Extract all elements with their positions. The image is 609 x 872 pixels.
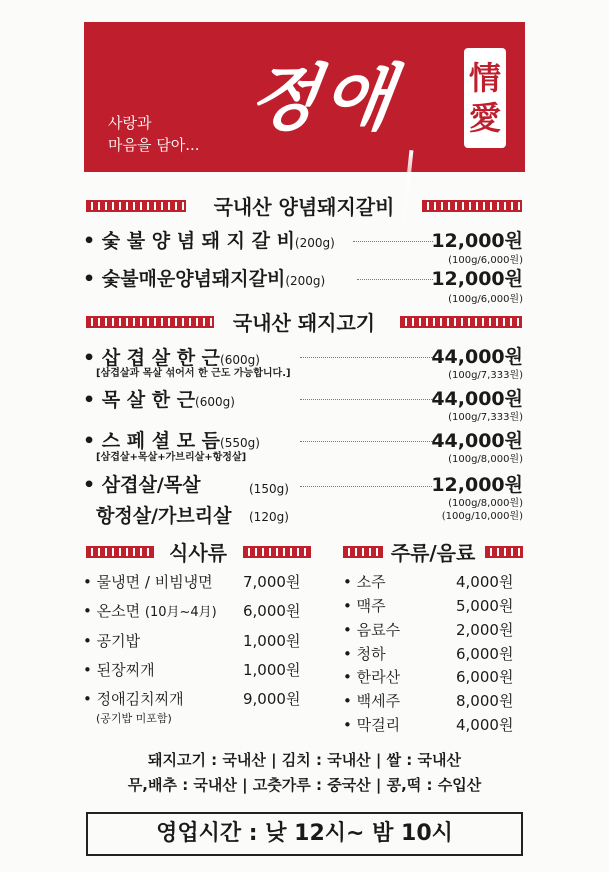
item-price: 6,000원 bbox=[456, 668, 514, 686]
item-label bbox=[343, 619, 400, 640]
bullet: • bbox=[343, 621, 352, 639]
item-weight: (200g) bbox=[285, 274, 326, 288]
item-unit-price: (100g/8,000원) bbox=[448, 454, 523, 465]
slogan bbox=[108, 112, 200, 156]
item-price: 4,000원 bbox=[456, 716, 514, 734]
bullet: • bbox=[83, 230, 96, 252]
item-name: 맥주 bbox=[356, 597, 386, 615]
section-divider-left bbox=[343, 546, 383, 558]
item-name: 숯 불 양 념 돼 지 갈 비 bbox=[101, 230, 295, 252]
item-name: 백세주 bbox=[356, 692, 401, 710]
item-weight: (600g) bbox=[195, 395, 235, 409]
item-price: 2,000원 bbox=[456, 621, 514, 639]
item-name: 온소면 bbox=[96, 602, 141, 620]
slogan-line-1: 사랑과 bbox=[108, 114, 152, 132]
item-price: 12,000원 bbox=[431, 474, 523, 496]
item-note: [삼겹살+목살+가브리살+항정살] bbox=[96, 452, 247, 463]
item-note: [삼겹살과 목살 섞어서 한 근도 가능합니다.] bbox=[96, 368, 291, 379]
item-weight: (550g) bbox=[220, 436, 260, 450]
item-unit-price-2: (100g/10,000원) bbox=[441, 511, 523, 522]
item-label bbox=[343, 666, 400, 687]
item-label bbox=[343, 714, 400, 735]
bullet: • bbox=[343, 692, 352, 710]
dotted-leader bbox=[353, 241, 433, 242]
dotted-leader bbox=[300, 357, 432, 358]
bullet: • bbox=[83, 690, 92, 708]
bullet: • bbox=[83, 268, 96, 290]
bullet: • bbox=[83, 389, 96, 411]
dotted-leader bbox=[357, 279, 433, 280]
item-price: 4,000원 bbox=[456, 573, 514, 591]
bullet: • bbox=[83, 347, 96, 369]
seal-char-bottom: 愛 bbox=[468, 99, 501, 137]
bullet: • bbox=[83, 430, 96, 452]
item-price: 12,000원 bbox=[431, 268, 523, 290]
item-unit-price: (100g/7,333원) bbox=[448, 370, 523, 381]
item-name-2: 항정살/가브리살 bbox=[96, 505, 232, 527]
brand-logo: 정애 bbox=[243, 55, 403, 140]
item-name: 삼겹살/목살 bbox=[101, 474, 201, 496]
origin-info-line-1: 돼지고기 : 국내산 | 김치 : 국내산 | 쌀 : 국내산 bbox=[147, 751, 462, 769]
item-label bbox=[83, 600, 217, 621]
item-label bbox=[83, 630, 140, 651]
item-name: 된장찌개 bbox=[96, 661, 155, 679]
section-divider-left bbox=[86, 316, 214, 328]
bullet: • bbox=[343, 668, 352, 686]
dotted-leader bbox=[300, 399, 432, 400]
dotted-leader bbox=[300, 486, 432, 487]
item-unit-price: (100g/8,000원) bbox=[448, 498, 523, 509]
section-divider-left bbox=[86, 200, 186, 212]
business-hours: 영업시간 : 낮 12시~ 밤 10시 bbox=[86, 812, 523, 856]
origin-info-line-2: 무,배추 : 국내산 | 고춧가루 : 중국산 | 콩,떡 : 수입산 bbox=[127, 776, 482, 794]
item-price: 44,000원 bbox=[431, 388, 523, 410]
item-label bbox=[343, 595, 386, 616]
item-label bbox=[343, 571, 386, 592]
item-name: 공기밥 bbox=[96, 632, 141, 650]
bullet: • bbox=[83, 602, 92, 620]
item-name: 막걸리 bbox=[356, 716, 401, 734]
item-price: 1,000원 bbox=[243, 632, 301, 650]
item-label bbox=[83, 470, 201, 497]
slogan-line-2: 마음을 담아... bbox=[108, 136, 200, 154]
item-note: (공기밥 미포함) bbox=[96, 712, 172, 725]
section-title-drinks: 주류/음료 bbox=[390, 541, 476, 565]
item-weight: (200g) bbox=[294, 236, 335, 250]
section-title-galbi: 국내산 양념돼지갈비 bbox=[213, 195, 395, 219]
item-price: 5,000원 bbox=[456, 597, 514, 615]
item-weight: (600g) bbox=[220, 353, 260, 367]
item-price: 9,000원 bbox=[243, 690, 301, 708]
bullet: • bbox=[343, 645, 352, 663]
dotted-leader bbox=[300, 441, 432, 442]
item-price: 1,000원 bbox=[243, 661, 301, 679]
section-divider-right bbox=[422, 200, 522, 212]
section-title-pork: 국내산 돼지고기 bbox=[232, 311, 376, 335]
item-label bbox=[343, 643, 386, 664]
item-price: 44,000원 bbox=[431, 346, 523, 368]
section-divider-right bbox=[400, 316, 522, 328]
item-name: 정애김치찌개 bbox=[96, 690, 184, 708]
item-name: 음료수 bbox=[356, 621, 401, 639]
item-name: 목 살 한 근 bbox=[101, 389, 196, 411]
item-name: 소주 bbox=[356, 573, 386, 591]
item-unit-price: (100g/6,000원) bbox=[448, 294, 523, 305]
item-label bbox=[83, 264, 325, 291]
item-price: 7,000원 bbox=[243, 573, 301, 591]
item-name: 스 페 셜 모 듬 bbox=[101, 430, 221, 452]
item-weight-2: (120g) bbox=[249, 510, 289, 524]
item-label bbox=[343, 690, 400, 711]
item-unit-price: (100g/6,000원) bbox=[448, 255, 523, 266]
bullet: • bbox=[83, 474, 96, 496]
item-label bbox=[83, 571, 213, 592]
item-price: 6,000원 bbox=[243, 602, 301, 620]
item-name: 청하 bbox=[356, 645, 386, 663]
bullet: • bbox=[83, 661, 92, 679]
item-price: 12,000원 bbox=[431, 230, 523, 252]
item-label bbox=[83, 688, 184, 709]
item-name: 삽 겹 살 한 근 bbox=[101, 347, 221, 369]
brand-seal bbox=[464, 48, 506, 148]
seal-char-top: 情 bbox=[468, 59, 501, 97]
item-unit-price: (100g/7,333원) bbox=[448, 412, 523, 423]
bullet: • bbox=[83, 632, 92, 650]
section-divider-left bbox=[86, 546, 154, 558]
item-label bbox=[83, 385, 235, 412]
section-divider-right bbox=[243, 546, 311, 558]
bullet: • bbox=[343, 716, 352, 734]
item-label bbox=[83, 659, 155, 680]
item-name: 숯불매운양념돼지갈비 bbox=[101, 268, 286, 290]
item-season: (10月~4月) bbox=[144, 605, 217, 620]
item-label bbox=[83, 226, 335, 253]
item-price: 6,000원 bbox=[456, 645, 514, 663]
section-title-meals: 식사류 bbox=[169, 541, 227, 565]
item-name: 물냉면 / 비빔냉면 bbox=[96, 573, 213, 591]
bullet: • bbox=[343, 573, 352, 591]
item-weight: (150g) bbox=[249, 482, 289, 496]
section-divider-right bbox=[485, 546, 523, 558]
bullet: • bbox=[343, 597, 352, 615]
item-price: 44,000원 bbox=[431, 430, 523, 452]
item-name: 한라산 bbox=[356, 668, 401, 686]
item-price: 8,000원 bbox=[456, 692, 514, 710]
bullet: • bbox=[83, 573, 92, 591]
